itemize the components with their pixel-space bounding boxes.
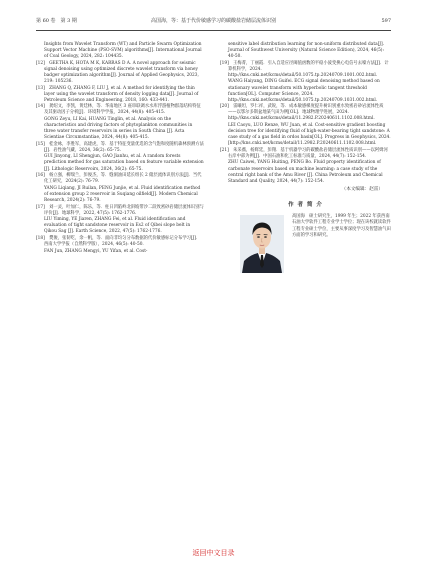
reference-entry: [19] 王梅菁，丁丽霞．引入自适应径阈值函数的平稳小波变换心电信号去噪方法[J]．计算机科学，2024. http://kns.cnki.net/kcms/detail/50.1075.tp.20240709.1001.002.html.: [220, 60, 389, 78]
author-photo: [240, 215, 284, 273]
reference-entry: LEI Caoyu, LUO Renze, WU Juan, et al. Cost-sensitive gradient boosting decision tree for identifying fluid of high-water-bearing tight sandstone: A case study of a gas field in ordos basin[OL]. Progress in Geophysics, 2024. [http://kns.cnki.net/kcms/detail/11.2982.P.20240611.1102.008.html.: [228, 122, 391, 147]
reference-entry: [13] ZHANG Q, ZHANG F, LIU J, et al. A method for identifying the thin layer using the wavelet transform of density logging data[J]. Journal of Petroleum Science and Engineering, 2018, 160: 433-441.: [36, 85, 199, 103]
issue-info: 第 60 卷 第 3 期: [36, 18, 77, 24]
reference-entry: LIU Yiming, YE Jiaren, ZHANG Fei, et al. Fluid identification and evaluation of tight sandstone reservoir in Es2 of Qibei slope belt in Qikou Sag [J]. Earth Science, 2022, 47(5): 1762-1776.: [44, 217, 191, 235]
reference-entry: sensitive label distribution learning for non-uniform distributed data[J]. Journal of Southwest University (Natural Science Edition), 2024, 46(5): 40-50.: [228, 42, 385, 60]
reference-entry: Insights from Wavelet Transform (WT) and Particle Swarm Optimization Support Vector Machine (PSO-SVM) algorithms[J]. International Journal of Coal Geology, 2024, 282: 104435.: [44, 42, 202, 60]
reference-entry: GUI Jinyong, LI Shengjun, GAO Jianhu, et al. A random forests prediction method for gas saturation based on feature variable extension [J]. Lithologic Reservoirs, 2024, 36(2): 65-75.: [44, 154, 204, 172]
reference-entry: [18] 樊俊，张韧吃，余一帆，等．面向非均匀分布数据的代价敏感标记分布学习[J]．西南大学学报（自然科学版），2024, 46(5): 40-50.: [36, 235, 201, 248]
reference-entry: FAN Jun, ZHANG Mengyi, YU Yifan, et al. Cost-: [44, 248, 148, 254]
reference-entry: [15] 桂金咏，李胜军，高建虎，等．基于特征变量优选的含气饱和度随机森林预测方法[J]．岩性油气藏，2024, 36(2): 65-75.: [36, 141, 204, 153]
right-reference-list: [220, 42, 391, 185]
reference-entry: [16] 杨立强，柳瑞兰，彭俊杰，等．缝洞油田延长组长 2 储层流体识别方法[J]．当代化工研究，2024(2): 76-79.: [36, 173, 202, 185]
reference-entry: [21] 朱采薇，杨辉廷，彭翔．基于机器学习的碳酸盐岩储层流体性质识别——以阿姆河右岸中部为例[J]．中国石油和化工标准与质量，2024, 44(7): 152-154.: [220, 147, 388, 159]
left-column: [36, 42, 204, 255]
reference-entry: [14] 龚绍文，李凯，黄廷林，等．华南地区 3 座串联调水水库浮游植物群落结构特征及其驱动因子分析[J]．环境科学学报，2024, 44(8): 405-415.: [36, 104, 201, 116]
author-portrait-icon: [240, 215, 284, 273]
reference-entry: [20] 雷曦坦，罗仁祥，武锐，等．成本敏感梯度提升树识别重水致密岩砂岩流体性质——以鄂尔多斯盆地某气田为例[OL]．地球物理学进展，2024. http://kns.cnki.net/kcms/detail/11.2982.P.20240611.1102.008.html.: [220, 104, 384, 122]
left-reference-list: [36, 42, 204, 255]
reference-entry: [12] GEETHA K, HOTA M K, KARRAS D A. A novel approach for seismic signal denoising using optimized discrete wavelet transform via honey badger optimization algorithm[J]. Journal of Applied Geophysics, 2023, 219: 105236.: [36, 60, 199, 84]
reference-entry: ZHU Caiwei, YANG Huiting, PENG Bo. Fluid property identification of carbonate reservoirs based on machine learning: a case study of the central right bank of the Amu River [J]. China Petroleum and Chemical Standard and Quality, 2024, 44(7): 152-154.: [228, 160, 383, 184]
article-running-title: 高国海，等：基于代价敏感学习的碳酸盐岩储层流体识别: [150, 18, 276, 24]
author-block: [220, 214, 391, 284]
page-number: 597: [381, 18, 391, 24]
running-header: [36, 16, 391, 31]
right-column: [220, 42, 391, 284]
back-to-chinese-toc-link[interactable]: 返回中文目录: [192, 549, 235, 557]
author-section-title: 作 者 简 介: [288, 201, 323, 208]
editor-note: （本文编辑：赵雷）: [341, 186, 383, 192]
reference-entry: [17] 刘一灵，叶加仁，陈乐，等．柱日凹陷岭北斜坡带沙二段致密砂岩储层流体识别与评价[J]．地球科学，2022, 47(5): 1762-1776.: [36, 204, 204, 216]
reference-entry: WANG Haiyang, DING Guifei. ECG signal denoising method based on stationary wavelet transform with hyperbolic tangent threshold function[OL]. Computer Science, 2024. http://kns.cnki.net/kcms/detail/50.1075.tp.20240709.1031.002.html.: [228, 79, 380, 103]
reference-entry: GONG Zeyu, LI Kai, HUANG Tinglin, et al. Analysis on the characteristics and driving factors of phytoplankton communities in three water transfer reservoirs in series in South China [J]. Acta Scientiae Circumstantiae, 2024, 44(8): 405-415.: [44, 116, 193, 141]
author-bio: 高国海 硕士研究生，1999 年生；2022 年获西南石油大学软件工程专业学士学位；现在该校就读软件工程专业硕士学位，主要从事深度学习及智慧油气田方面的学习和研究。: [292, 213, 391, 238]
reference-entry: YANG Liqiang, JI Ruilan, PENG Junjie, et al. Fluid identification method of extension group 2 reservoir in Suqiang oilfield[J]. Modern Chemical Research, 2024(2): 76-79.: [44, 185, 201, 203]
